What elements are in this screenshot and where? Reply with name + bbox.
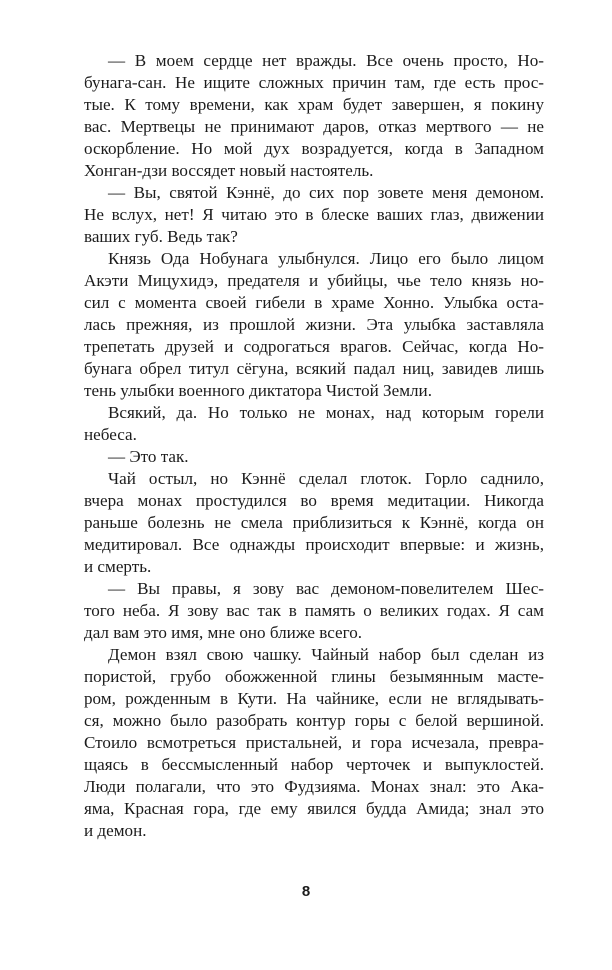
text-line: небеса. [84, 425, 137, 444]
text-line: бунага-сан. Не ищите сложных причин там, где есть прос- [84, 73, 544, 92]
text-line: Чай остыл, но Кэннё сделал глоток. Горло саднило, [108, 469, 544, 488]
text-line: и демон. [84, 821, 147, 840]
text-line: тень улыбки военного диктатора Чистой Земли. [84, 381, 432, 400]
text-line: трепетать друзей и содрогаться врагов. Сейчас, когда Но- [84, 337, 544, 356]
text-line: лась прежняя, из прошлой жизни. Эта улыбка заставляла [84, 315, 544, 334]
text-line: ся, можно было разобрать контур горы с белой вершиной. [84, 711, 544, 730]
text-line: щаясь в бессмысленный набор черточек и выпуклостей. [84, 755, 544, 774]
text-line: Демон взял свою чашку. Чайный набор был сделан из [108, 645, 544, 664]
text-line: дал вам это имя, мне оно ближе всего. [84, 623, 363, 642]
text-line: медитировал. Все однажды происходит впервые: и жизнь, [84, 535, 544, 554]
text-line: ром, рожденным в Кути. На чайнике, если не вглядывать- [84, 689, 544, 708]
text-line: — Это так. [108, 447, 189, 466]
text-line: пористой, грубо обожженной глины безымянным масте- [84, 667, 544, 686]
body-text [84, 50, 544, 842]
text-line: — Вы правы, я зову вас демоном-повелителем Шес- [108, 579, 544, 598]
text-line: сил с момента своей гибели в храме Хонно. Улыбка оста- [84, 293, 544, 312]
text-line: Люди полагали, что это Фудзияма. Монах знал: это Ака- [84, 777, 544, 796]
text-line: Не вслух, нет! Я читаю это в блеске ваших глаз, движении [84, 205, 544, 224]
text-line: того неба. Я зову вас так в память о великих годах. Я сам [84, 601, 544, 620]
text-line: бунага обрел титул сёгуна, всякий падал ниц, завидев лишь [84, 359, 544, 378]
text-line: и смерть. [84, 557, 152, 576]
text-line: Стоило всмотреться пристальней, и гора исчезала, превра- [84, 733, 544, 752]
text-line: оскорбление. Но мой дух возрадуется, когда в Западном [84, 139, 544, 158]
page-number: 8 [301, 883, 311, 900]
text-line: тые. К тому времени, как храм будет завершен, я покину [84, 95, 544, 114]
text-line: вас. Мертвецы не принимают даров, отказ мертвого — не [84, 117, 544, 136]
text-line: ваших губ. Ведь так? [84, 227, 238, 246]
text-line: Всякий, да. Но только не монах, над которым горели [108, 403, 544, 422]
text-line: Акэти Мицухидэ, предателя и убийцы, чье тело князь но- [84, 271, 544, 290]
text-line: Князь Ода Нобунага улыбнулся. Лицо его было лицом [108, 249, 544, 268]
text-line: вчера монах простудился во время медитации. Никогда [84, 491, 544, 510]
text-line: раньше болезнь не смела приблизиться к Кэннё, когда он [84, 513, 544, 532]
text-line: Хонган-дзи воссядет новый настоятель. [84, 161, 374, 180]
text-line: — Вы, святой Кэннё, до сих пор зовете меня демоном. [108, 183, 544, 202]
text-line: — В моем сердце нет вражды. Все очень просто, Но- [108, 51, 544, 70]
text-line: яма, Красная гора, где ему явился будда Амида; знал это [84, 799, 544, 818]
